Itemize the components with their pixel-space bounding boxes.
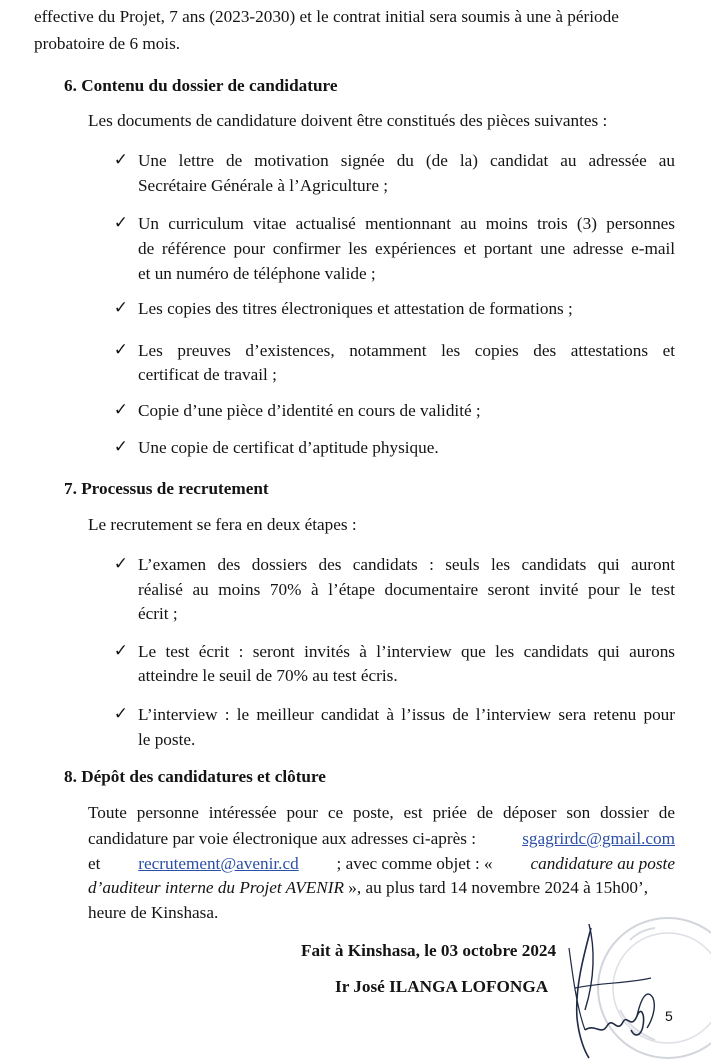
s8-line-3-subject: candidature au poste — [530, 854, 675, 873]
s8-paragraph-line-1: Toute personne intéressée pour ce poste, est priée de déposer son dossier de — [88, 803, 675, 822]
email-link-recrutement[interactable]: recrutement@avenir.cd — [138, 854, 299, 873]
email-link-sgagrirdc[interactable]: sgagrirdc@gmail.com — [522, 829, 675, 848]
handwritten-signature — [555, 918, 665, 1062]
s8-paragraph-line-4 — [88, 877, 648, 898]
s6-item-1-line-1: Une lettre de motivation signée du (de la) candidat au adressée au — [138, 151, 675, 170]
section-7-intro: Le recrutement se fera en deux étapes : — [88, 515, 357, 534]
checkmark-icon: ✓ — [113, 340, 129, 359]
signatory-name: Ir José ILANGA LOFONGA — [335, 977, 549, 996]
s6-item-5-line-1: Copie d’une pièce d’identité en cours de validité ; — [138, 401, 481, 420]
s8-line-3-et: et — [88, 854, 101, 873]
section-8-heading: 8. Dépôt des candidatures et clôture — [64, 767, 326, 786]
s6-item-4-line-1: Les preuves d’existences, notamment les copies des attestations et — [138, 341, 675, 360]
s7-item-2-line-2: atteindre le seuil de 70% au test écris. — [138, 666, 398, 685]
intro-line-1: effective du Projet, 7 ans (2023-2030) et le contrat initial sera soumis à une à période — [34, 7, 619, 26]
s8-paragraph-line-3 — [88, 853, 675, 874]
intro-line-2: probatoire de 6 mois. — [34, 34, 181, 53]
s7-item-1-line-2: réalisé au moins 70% à l’étape documentaire seront invité pour le test — [138, 580, 675, 599]
s6-item-1-line-2: Secrétaire Générale à l’Agriculture ; — [138, 176, 389, 195]
s8-paragraph-line-2 — [88, 828, 675, 849]
s7-item-1-line-1: L’examen des dossiers des candidats : seuls les candidats qui auront — [138, 555, 675, 574]
checkmark-icon: ✓ — [113, 400, 129, 419]
s7-item-2-line-1: Le test écrit : seront invités à l’interview que les candidats qui aurons — [138, 642, 675, 661]
page-number: 5 — [665, 1008, 673, 1024]
s7-item-3-line-1: L’interview : le meilleur candidat à l’issus de l’interview sera retenu pour — [138, 705, 675, 724]
s8-line-3-objet: ; avec comme objet : « — [336, 854, 493, 873]
section-6-intro: Les documents de candidature doivent être constitués des pièces suivantes : — [88, 111, 608, 130]
s6-item-6-line-1: Une copie de certificat d’aptitude physique. — [138, 438, 439, 457]
checkmark-icon: ✓ — [113, 704, 129, 723]
section-7-heading: 7. Processus de recrutement — [64, 479, 269, 498]
checkmark-icon: ✓ — [113, 437, 129, 456]
s8-paragraph-line-5: heure de Kinshasa. — [88, 903, 219, 922]
s8-line-4-subject: d’auditeur interne du Projet AVENIR — [88, 878, 344, 897]
s6-item-2-line-3: et un numéro de téléphone valide ; — [138, 264, 376, 283]
s8-line-4-rest: », au plus tard 14 novembre 2024 à 15h00’, — [348, 878, 649, 897]
s8-line-2-text: candidature par voie électronique aux adresses ci-après : — [88, 829, 476, 848]
s7-item-3-line-2: le poste. — [138, 730, 196, 749]
s6-item-2-line-2: de référence pour confirmer les expériences et portant une adresse e-mail — [138, 239, 675, 258]
checkmark-icon: ✓ — [113, 213, 129, 232]
s7-item-1-line-3: écrit ; — [138, 604, 178, 623]
s6-item-3-line-1: Les copies des titres électroniques et attestation de formations ; — [138, 299, 573, 318]
checkmark-icon: ✓ — [113, 554, 129, 573]
checkmark-icon: ✓ — [113, 298, 129, 317]
checkmark-icon: ✓ — [113, 641, 129, 660]
place-and-date: Fait à Kinshasa, le 03 octobre 2024 — [301, 941, 557, 960]
s6-item-2-line-1: Un curriculum vitae actualisé mentionnant au moins trois (3) personnes — [138, 214, 675, 233]
checkmark-icon: ✓ — [113, 150, 129, 169]
s6-item-4-line-2: certificat de travail ; — [138, 365, 277, 384]
section-6-heading: 6. Contenu du dossier de candidature — [64, 76, 338, 95]
